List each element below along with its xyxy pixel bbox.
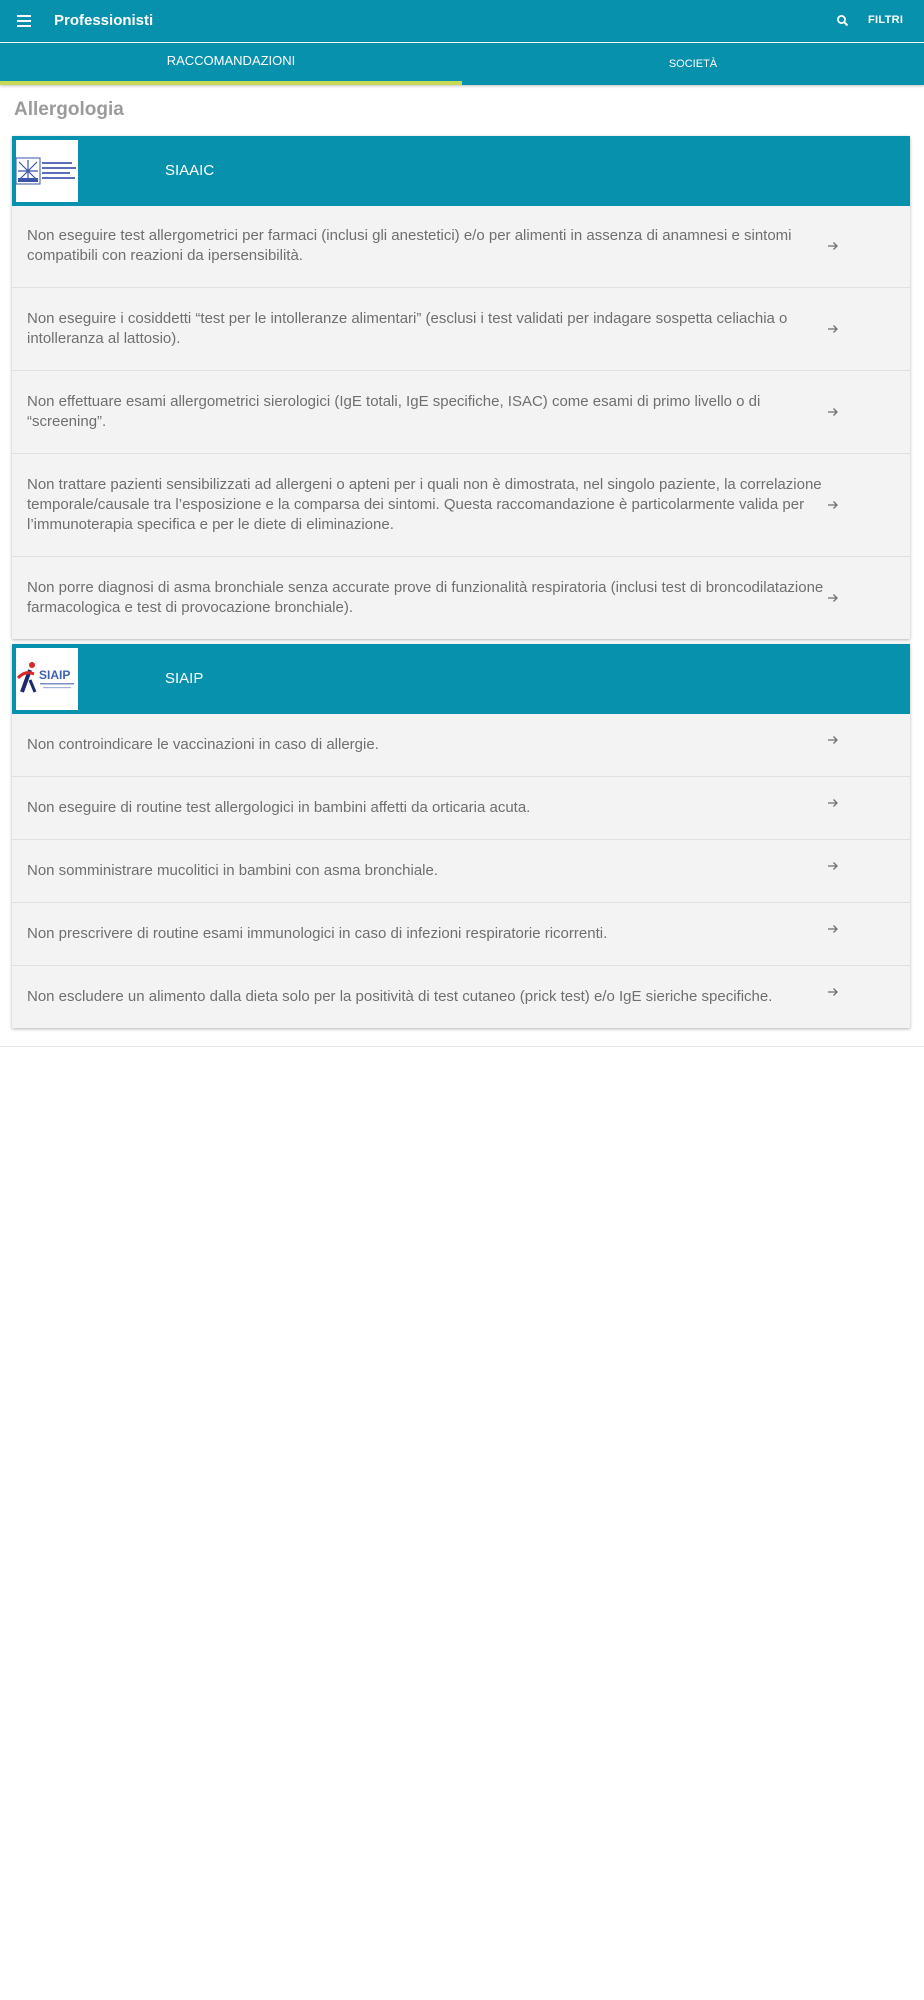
arrow-right-icon (826, 240, 840, 252)
siaaic-logo (16, 140, 78, 202)
recommendation-text: Non somministrare mucolitici in bambini con asma bronchiale. (27, 862, 438, 879)
bottom-divider (0, 1046, 924, 1047)
recommendation-text: Non eseguire test allergometrici per farmaci (inclusi gli anestetici) e/o per alimenti in assenza di anamnesi e sintomi compatibili con reazioni da ipersensibilità. (27, 227, 792, 264)
recommendation-text: Non trattare pazienti sensibilizzati ad allergeni o apteni per i quali non è dimostrata, nel singolo paziente, la correlazione temporale/causale tra l’esposizione e la comparsa dei sintomi. Questa raccomandazione è particolarmente valida per l’immunoterapia specifica e per le diete di eliminazione. (27, 476, 822, 533)
tab-recommendations[interactable] (0, 43, 462, 85)
recommendation-text: Non eseguire i cosiddetti “test per le intolleranze alimentari” (esclusi i test validati per indagare sospetta celiachia o intolleranza al lattosio). (27, 310, 788, 347)
arrow-right-icon (826, 734, 840, 746)
recommendation-text: Non eseguire di routine test allergologici in bambini affetti da orticaria acuta. (27, 799, 531, 816)
recommendation-text: Non effettuare esami allergometrici sierologici (IgE totali, IgE specifiche, ISAC) come esami di primo livello o di “screening”. (27, 393, 761, 430)
arrow-right-icon (826, 499, 840, 511)
arrow-right-icon (826, 860, 840, 872)
search-icon[interactable] (834, 12, 852, 30)
recommendation-row[interactable] (12, 454, 910, 557)
siaip-logo (16, 648, 78, 710)
filters-button[interactable]: FILTRI (868, 14, 904, 26)
society-header[interactable] (12, 644, 910, 714)
hamburger-menu-icon[interactable] (14, 10, 38, 32)
society-card-siaaic (12, 136, 910, 639)
recommendation-row[interactable] (12, 371, 910, 454)
tab-label: SOCIETÀ (668, 58, 718, 70)
recommendation-row[interactable] (12, 777, 910, 840)
arrow-right-icon (826, 923, 840, 935)
arrow-right-icon (826, 406, 840, 418)
recommendation-row[interactable] (12, 206, 910, 288)
recommendation-row[interactable] (12, 966, 910, 1028)
active-tab-indicator (0, 81, 462, 85)
recommendation-text: Non controindicare le vaccinazioni in caso di allergie. (27, 736, 379, 753)
page-title: Professionisti (54, 12, 154, 29)
arrow-right-icon (826, 986, 840, 998)
tab-bar (0, 43, 924, 85)
section-title: Allergologia (14, 99, 124, 120)
recommendation-row[interactable] (12, 903, 910, 966)
arrow-right-icon (826, 323, 840, 335)
recommendation-row[interactable] (12, 557, 910, 639)
recommendation-text: Non porre diagnosi di asma bronchiale senza accurate prove di funzionalità respiratoria (inclusi test di broncodilatazione farmacologica e test di provocazione bronchiale). (27, 579, 824, 616)
tab-label: RACCOMANDAZIONI (166, 53, 296, 68)
recommendation-text: Non escludere un alimento dalla dieta solo per la positività di test cutaneo (prick test) e/o IgE sieriche specifiche. (27, 988, 773, 1005)
tab-societies[interactable] (462, 43, 924, 85)
app-bar (0, 0, 924, 42)
recommendation-row[interactable] (12, 714, 910, 777)
recommendation-text: Non prescrivere di routine esami immunologici in caso di infezioni respiratorie ricorrenti. (27, 925, 608, 942)
recommendation-row[interactable] (12, 840, 910, 903)
recommendation-row[interactable] (12, 288, 910, 371)
arrow-right-icon (826, 592, 840, 604)
society-header[interactable] (12, 136, 910, 206)
society-card-siaip (12, 644, 910, 1028)
society-name: SIAIP (165, 670, 204, 687)
siaip-logo-text: SIAIP (39, 668, 71, 682)
society-name: SIAAIC (165, 162, 215, 179)
arrow-right-icon (826, 797, 840, 809)
